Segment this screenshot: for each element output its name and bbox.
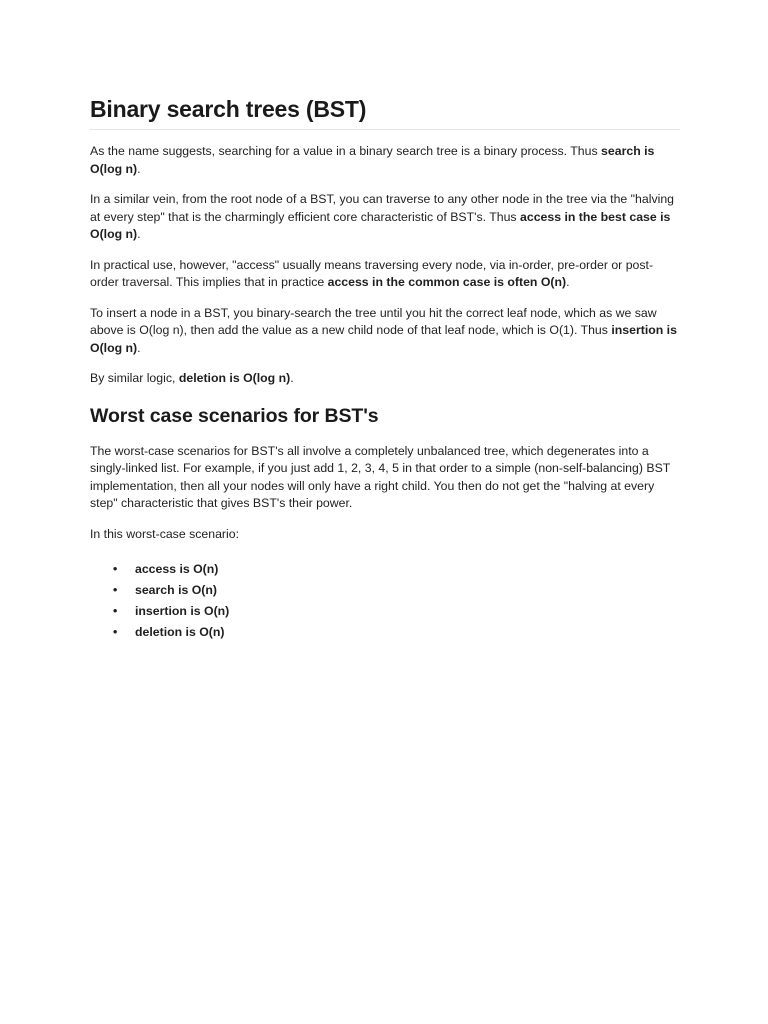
list-item: [113, 601, 680, 622]
paragraph-text: In a similar vein, from the root node of a BST, you can traverse to any other node in the tree via the "halving at every step" that is the charmingly efficient core characteristic of BST's. Thus: [90, 192, 675, 224]
paragraph-text: .: [137, 161, 141, 176]
list-item: [113, 580, 680, 601]
complexity-list: [90, 559, 680, 643]
list-item: [113, 622, 680, 643]
bullet-icon: •: [113, 604, 118, 618]
paragraph-worst-case-intro: In this worst-case scenario:: [90, 526, 239, 541]
paragraph-text: .: [137, 340, 141, 355]
paragraph-deletion: [90, 370, 680, 388]
paragraph-text: .: [290, 371, 294, 385]
paragraph-text: .: [566, 275, 570, 289]
paragraph-access-common: [90, 257, 680, 292]
list-item: [113, 559, 680, 580]
bullet-icon: •: [113, 625, 118, 639]
list-item-text: deletion is O(n): [135, 625, 225, 639]
emphasis-text: deletion is O(log n): [178, 371, 291, 385]
paragraph-text: In practical use, however, "access" usually means traversing every node, via in-order, pre-order or post-order traversal. This implies that in practice: [90, 257, 654, 289]
list-item-text: insertion is O(n): [135, 604, 230, 618]
paragraph-text: To insert a node in a BST, you binary-search the tree until you hit the correct leaf node, which as we saw above is O(log n), then add the value as a new child node of that leaf node, which is O(1). Thus: [90, 305, 657, 337]
paragraph-text: As the name suggests, searching for a value in a binary search tree is a binary process. Thus: [90, 144, 602, 158]
emphasis-text: insertion is O(log n): [90, 323, 677, 355]
title-divider: [90, 129, 680, 130]
paragraph-search: [90, 143, 680, 178]
paragraph-text: .: [137, 227, 141, 241]
bullet-icon: •: [113, 562, 118, 576]
bullet-icon: •: [113, 583, 118, 597]
emphasis-text: search is O(log n): [90, 144, 655, 176]
emphasis-text: access in the common case is often O(n): [327, 275, 567, 289]
emphasis-text: access in the best case is O(log n): [90, 209, 671, 241]
section-title-bst: Binary search trees (BST): [90, 96, 367, 122]
paragraph-access-best: [90, 191, 680, 244]
paragraph-worst-case: The worst-case scenarios for BST's all involve a completely unbalanced tree, which degenerates into a singly-linked list. For example, if you just add 1, 2, 3, 4, 5 in that order to a simple (non-self-balancing) BST implementation, then all your nodes will only have a right child. You then do not get the "halving at every step" characteristic that gives BST's their power.: [90, 443, 671, 510]
list-item-text: access is O(n): [135, 562, 219, 576]
list-item-text: search is O(n): [135, 583, 218, 597]
document-page: [90, 92, 680, 643]
section-title-worst-case: Worst case scenarios for BST's: [90, 404, 379, 427]
paragraph-text: By similar logic,: [90, 371, 179, 385]
paragraph-insertion: [90, 305, 680, 358]
